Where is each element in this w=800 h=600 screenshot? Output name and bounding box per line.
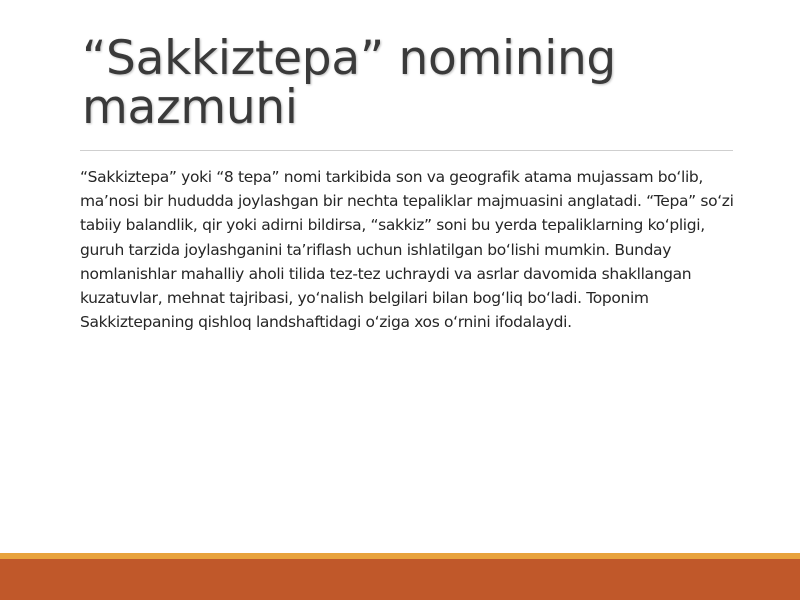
slide-body-text: “Sakkiztepa” yoki “8 tepa” nomi tarkibida son va geografik atama mujassam boʻlib, maʼnosi bir hududda joylashgan bir nechta tepaliklar majmuasini anglatadi. “Tepa” soʻzi tabiiy balandlik, qir yoki adirni bildirsa, “sakkiz” soni bu yerda tepaliklarning koʻpligi, guruh tarzida joylashganini taʼriflash uchun ishlatilgan boʻlishi mumkin. Bunday nomlanishlar mahalliy aholi tilida tez-tez uchraydi va asrlar davomida shakllangan kuzatuvlar, mehnat tajribasi, yoʻnalish belgilari bilan bogʻliq boʻladi. Toponim Sakkiztepaning qishloq landshaftidagi oʻziga xos oʻrnini ifodalaydi. xyxy=(80,168,734,332)
footer-bar xyxy=(0,559,800,600)
title-divider xyxy=(80,150,733,151)
slide-title: “Sakkiztepa” nomining mazmuni xyxy=(82,31,616,135)
